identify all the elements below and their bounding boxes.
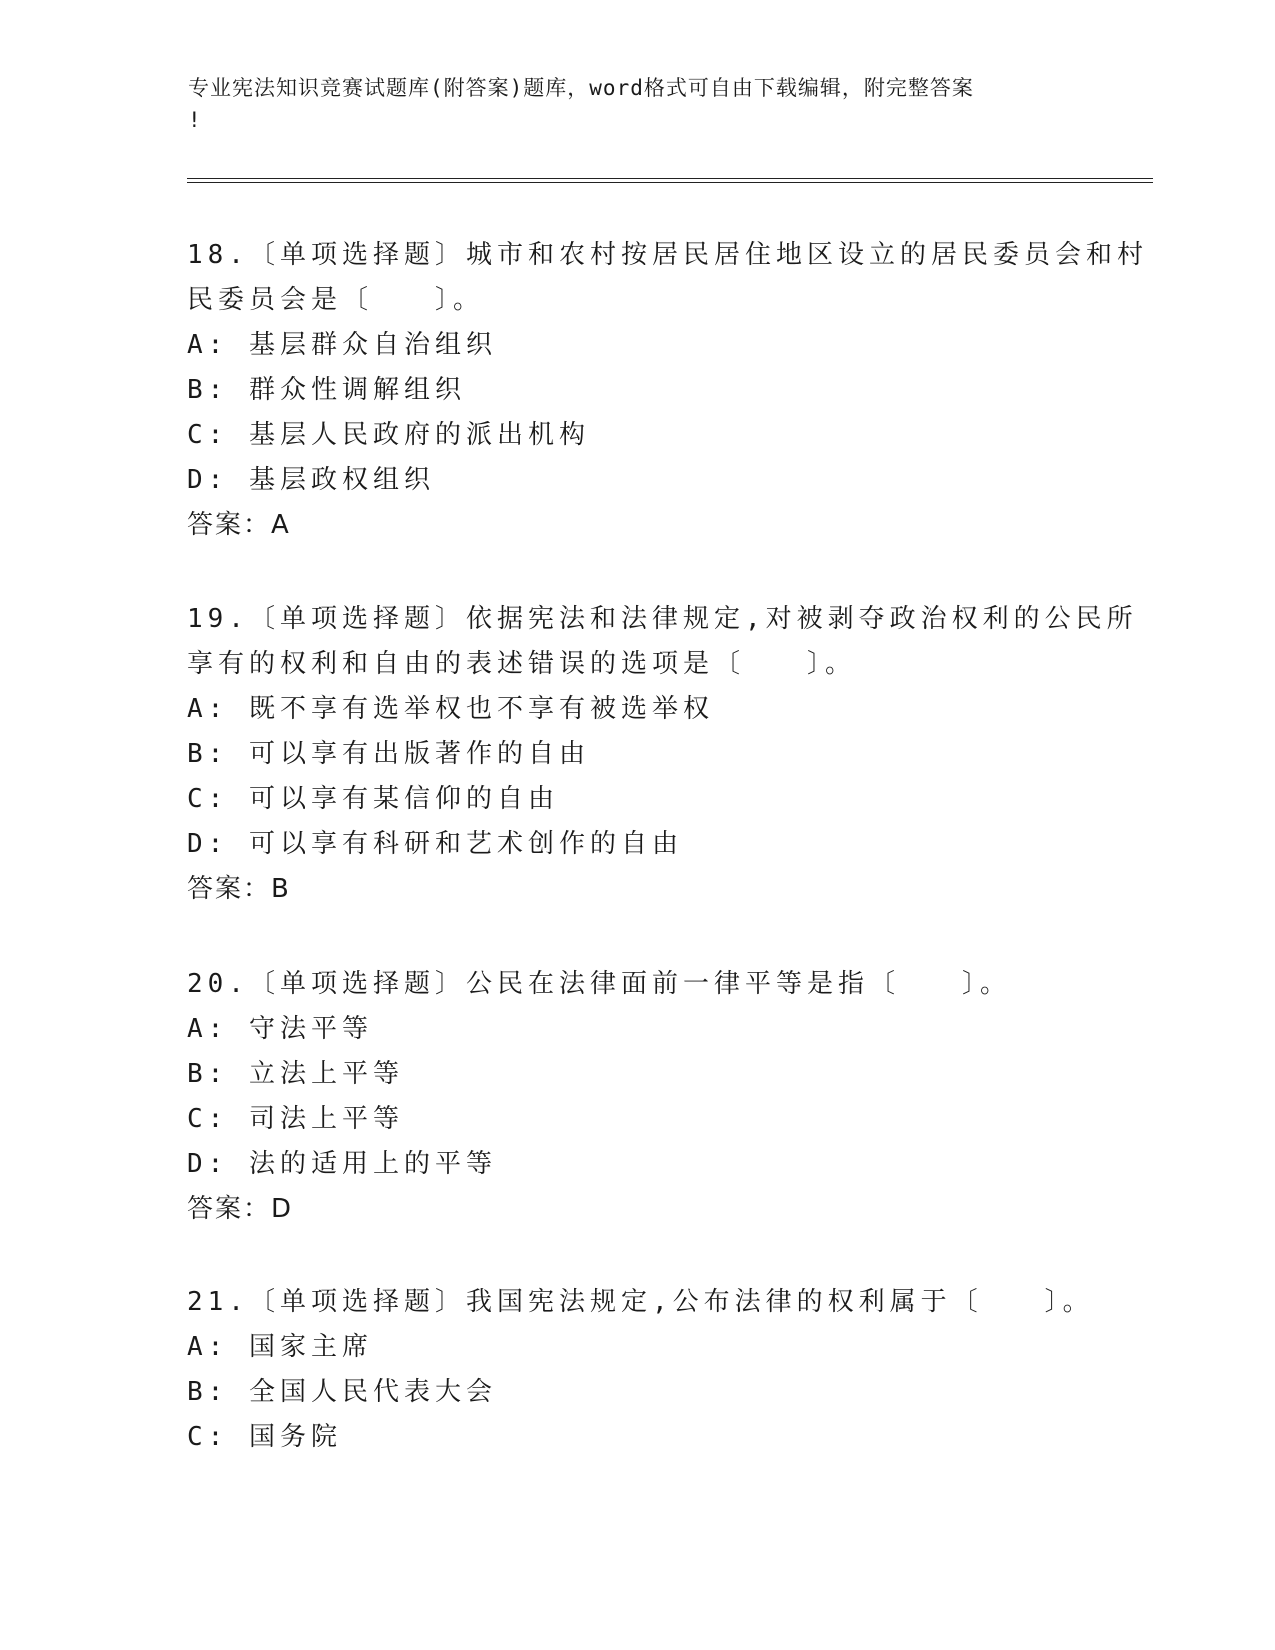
option-d: D: 法的适用上的平等 [187, 1149, 497, 1179]
option-b: B: 全国人民代表大会 [187, 1377, 497, 1407]
option-c: C: 国务院 [187, 1422, 342, 1452]
question-stem-line: 21.〔单项选择题〕我国宪法规定,公布法律的权利属于〔 〕。 [187, 1287, 1094, 1317]
answer-line: 答案：A [187, 510, 291, 540]
header-title-line: 专业宪法知识竞赛试题库(附答案)题库，word格式可自由下载编辑，附完整答案 [188, 76, 974, 100]
option-a: A: 基层群众自治组织 [187, 330, 497, 360]
question-21 [187, 1280, 1094, 1460]
document-header [188, 72, 1088, 136]
option-b: B: 群众性调解组织 [187, 375, 466, 405]
option-a: A: 既不享有选举权也不享有被选举权 [187, 694, 714, 724]
answer-line: 答案：D [187, 1194, 294, 1224]
option-c: C: 司法上平等 [187, 1104, 404, 1134]
option-c: C: 基层人民政府的派出机构 [187, 420, 590, 450]
option-d: D: 可以享有科研和艺术创作的自由 [187, 829, 683, 859]
question-19 [187, 597, 1138, 912]
option-b: B: 立法上平等 [187, 1059, 404, 1089]
question-stem-line: 民委员会是〔 〕。 [187, 285, 485, 315]
header-title-continuation: ! [188, 108, 202, 132]
option-b: B: 可以享有出版著作的自由 [187, 739, 590, 769]
option-a: A: 国家主席 [187, 1332, 373, 1362]
question-20 [187, 962, 1087, 1232]
header-divider-bottom [187, 182, 1153, 183]
question-stem-line: 享有的权利和自由的表述错误的选项是〔 〕。 [187, 649, 857, 679]
option-c: C: 可以享有某信仰的自由 [187, 784, 559, 814]
question-stem-line: 18.〔单项选择题〕城市和农村按居民居住地区设立的居民委员会和村 [187, 240, 1148, 270]
option-d: D: 基层政权组织 [187, 465, 435, 495]
option-a: A: 守法平等 [187, 1014, 373, 1044]
header-divider-top [187, 178, 1153, 179]
question-stem-line: 19.〔单项选择题〕依据宪法和法律规定,对被剥夺政治权利的公民所 [187, 604, 1138, 634]
question-18 [187, 233, 1148, 548]
answer-line: 答案：B [187, 874, 291, 904]
question-stem-line: 20.〔单项选择题〕公民在法律面前一律平等是指〔 〕。 [187, 969, 1011, 999]
